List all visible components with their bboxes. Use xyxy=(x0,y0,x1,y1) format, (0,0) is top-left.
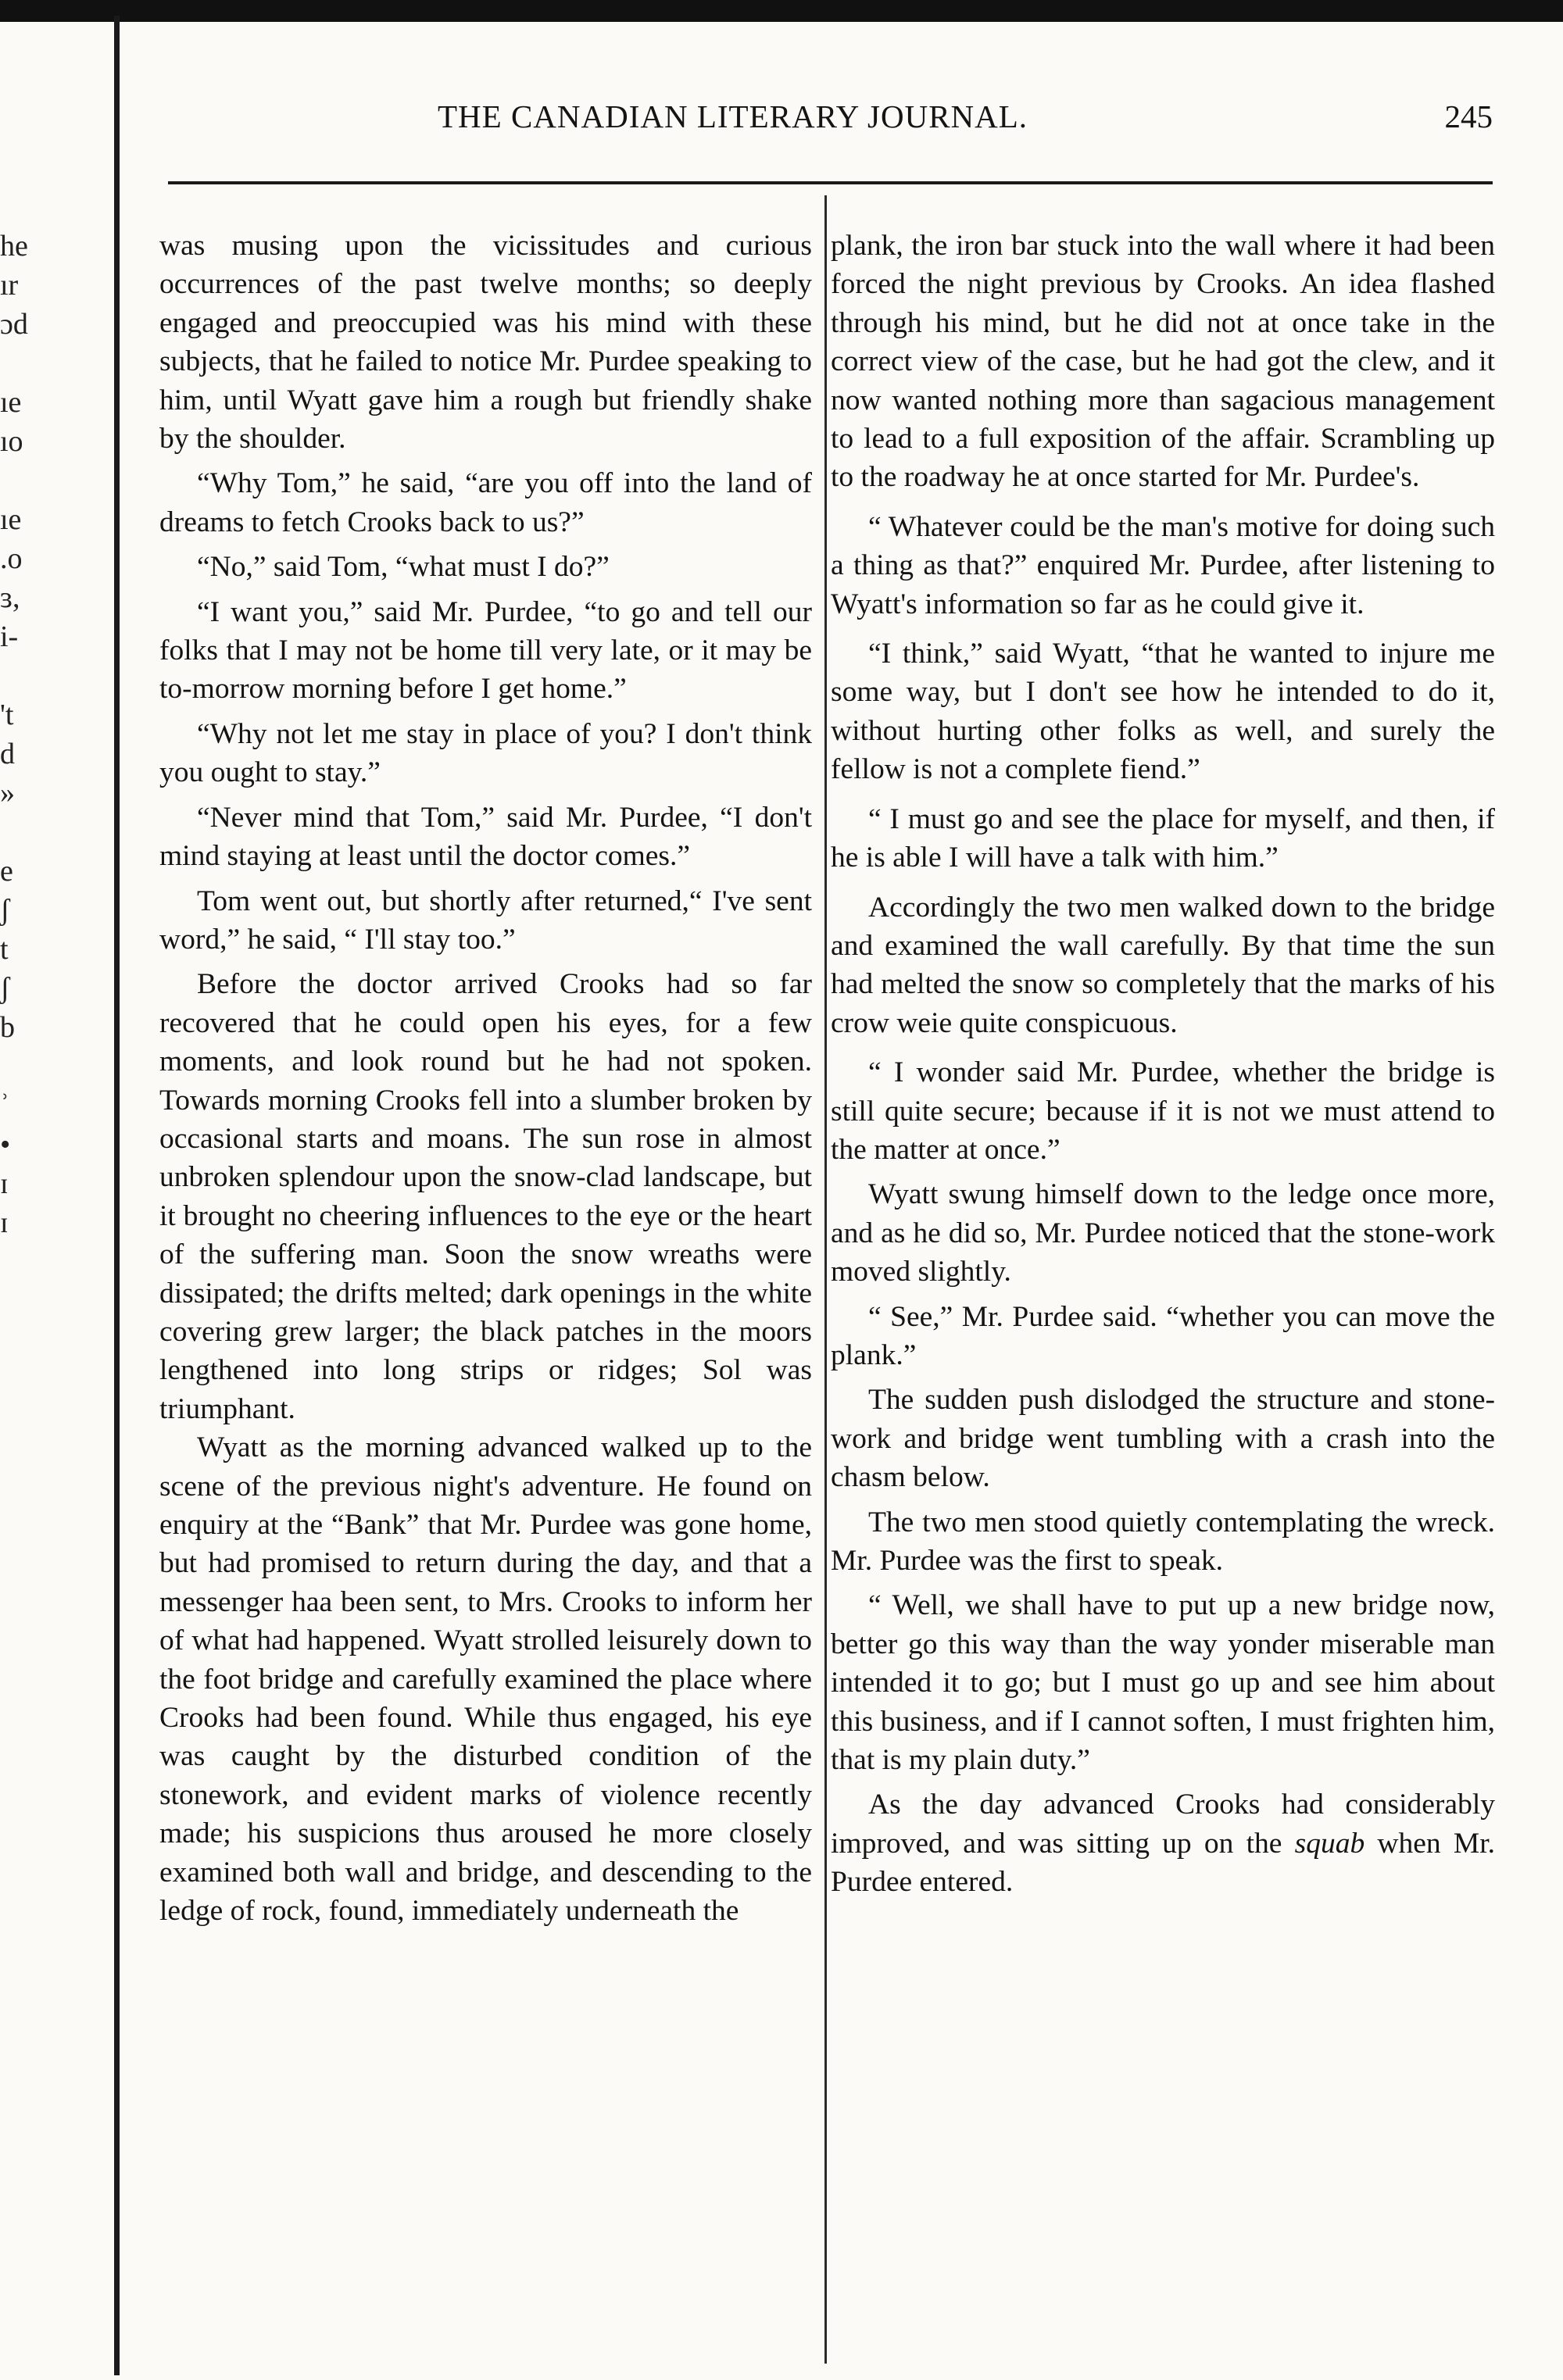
header-rule xyxy=(168,181,1493,184)
paragraph: Tom went out, but shortly after returned,“ I've sent word,” he said, “ I'll stay too.” xyxy=(159,884,812,956)
right-column xyxy=(831,227,1495,1902)
margin-fragment: he xyxy=(0,230,28,263)
paragraph: was musing upon the vicissitudes and curious occurrences of the past twelve months; so deeply engaged and preoccupied was his mind with these subjects, that he failed to notice Mr. Purdee speaking to him, until Wyatt gave him a rough but friendly shake by the shoulder. xyxy=(159,230,812,456)
margin-fragment: e xyxy=(0,855,13,888)
margin-fragment: d xyxy=(0,738,15,770)
margin-fragment xyxy=(0,461,55,500)
margin-fragment: 't xyxy=(0,699,14,731)
paragraph: “I want you,” said Mr. Purdee, “to go and tell our folks that I may not be home till very late, or it may be to-morrow morning before I get home.” xyxy=(159,595,812,706)
paragraph: “ I wonder said Mr. Purdee, whether the bridge is still quite secure; because if it is not we must attend to the matter at once.” xyxy=(831,1056,1495,1166)
margin-fragment xyxy=(0,813,55,852)
paragraph: “I think,” said Wyatt, “that he wanted to injure me some way, but I don't see how he intended to do it, without hurting other folks as well, and surely the fellow is not a complete fiend.” xyxy=(831,638,1495,786)
margin-fragment: ıe xyxy=(0,503,22,536)
margin-fragment: ıo xyxy=(0,425,23,458)
margin-fragment: b xyxy=(0,1011,15,1044)
page-top-edge xyxy=(0,0,1563,22)
journal-title: THE CANADIAN LITERARY JOURNAL. xyxy=(438,98,1028,134)
facing-page-fragments xyxy=(0,227,55,1242)
margin-fragment xyxy=(0,344,55,383)
paragraph: plank, the iron bar stuck into the wall where it had been forced the night previous by Crooks. An idea flashed through his mind, but he did not at once take in the correct view of the case, but he had got the clew, and it now wanted nothing more than sagacious management to lead to a full exposition of the affair. Scrambling up to the roadway he at once started for Mr. Purdee's. xyxy=(831,230,1495,494)
paragraph: “No,” said Tom, “what must I do?” xyxy=(197,551,610,584)
margin-fragment: .o xyxy=(0,542,23,575)
margin-fragment: » xyxy=(0,777,15,809)
paragraph: “ Well, we shall have to put up a new bridge now, better go this way than the way yonder miserable man intended it to go; but I must go up and see him about this business, and if I cannot soften, I must frighten him, that is my plain duty.” xyxy=(831,1589,1495,1777)
margin-fragment: ɪ xyxy=(0,1167,9,1200)
margin-fragment: ɪ xyxy=(0,1206,9,1239)
column-divider xyxy=(824,195,827,2364)
margin-fragment: ır xyxy=(0,269,19,302)
paragraph: Wyatt as the morning advanced walked up to the scene of the previous night's adventure. He found on enquiry at the “Bank” that Mr. Purdee was gone home, but had promised to return during the day, and that a messenger haa been sent, to Mrs. Crooks to inform her of what had happened. Wyatt strolled leisurely down to the foot bridge and carefully examined the place where Crooks had been found. While thus engaged, his eye was caught by the disturbed condition of the stonework, and evident marks of violence recently made; his suspicions thus aroused he more closely examined both wall and bridge, and descending to the ledge of rock, found, immediately underneath the xyxy=(159,1431,812,1928)
paragraph: “Why Tom,” he said, “are you off into the land of dreams to fetch Crooks back to us?” xyxy=(159,467,812,538)
margin-fragment xyxy=(0,656,55,695)
running-header xyxy=(156,98,1500,145)
margin-fragment: ʃ xyxy=(0,972,10,1005)
left-column xyxy=(159,227,812,1930)
margin-fragment: t xyxy=(0,933,9,966)
paragraph: “Why not let me stay in place of you? I don't think you ought to stay.” xyxy=(159,717,812,789)
paragraph: Wyatt swung himself down to the ledge once more, and as he did so, Mr. Purdee noticed that the stone-work moved slightly. xyxy=(831,1178,1495,1288)
paragraph: Accordingly the two men walked down to the bridge and examined the wall carefully. By that time the sun had melted the snow so completely that the marks of his crow weie quite conspicuous. xyxy=(831,891,1495,1039)
page-number: 245 xyxy=(1444,98,1493,134)
paragraph: “ Whatever could be the man's motive for doing such a thing as that?” enquired Mr. Purdee, after listening to Wyatt's information so far as he could give it. xyxy=(831,510,1495,620)
margin-fragment: ʃ xyxy=(0,894,10,927)
paragraph: “Never mind that Tom,” said Mr. Purdee, “I don't mind staying at least until the doctor comes.” xyxy=(159,801,812,873)
margin-fragment: i- xyxy=(0,620,19,653)
binding-gutter xyxy=(114,16,120,2375)
paragraph: “ I must go and see the place for myself, and then, if he is able I will have a talk with him.” xyxy=(831,802,1495,874)
paragraph: “ See,” Mr. Purdee said. “whether you can move the plank.” xyxy=(831,1300,1495,1371)
margin-fragment: ʾ xyxy=(0,1089,10,1122)
paragraph: The two men stood quietly contemplating the wreck. Mr. Purdee was the first to speak. xyxy=(831,1506,1495,1577)
margin-fragment xyxy=(0,1047,55,1086)
margin-fragment: ɔd xyxy=(0,308,28,341)
margin-fragment: • xyxy=(0,1128,11,1161)
margin-fragment: ɜ, xyxy=(0,581,20,614)
paragraph: As the day advanced Crooks had considerably improved, and was sitting up on the squab when Mr. Purdee entered. xyxy=(831,1789,1496,1899)
paragraph: The sudden push dislodged the structure and stone-work and bridge went tumbling with a crash into the chasm below. xyxy=(831,1384,1495,1494)
paragraph: Before the doctor arrived Crooks had so far recovered that he could open his eyes, for a few moments, and look round but he had not spoken. Towards morning Crooks fell into a slumber broken by occasional starts and moans. The sun rose in almost unbroken splendour upon the snow-clad landscape, but it brought no cheering influences to the eye or the heart of the suffering man. Soon the snow wreaths were dissipated; the drifts melted; dark openings in the white covering grew larger; the black patches in the moors lengthened into long strips or ridges; Sol was triumphant. xyxy=(159,968,812,1425)
margin-fragment: ıe xyxy=(0,386,22,419)
